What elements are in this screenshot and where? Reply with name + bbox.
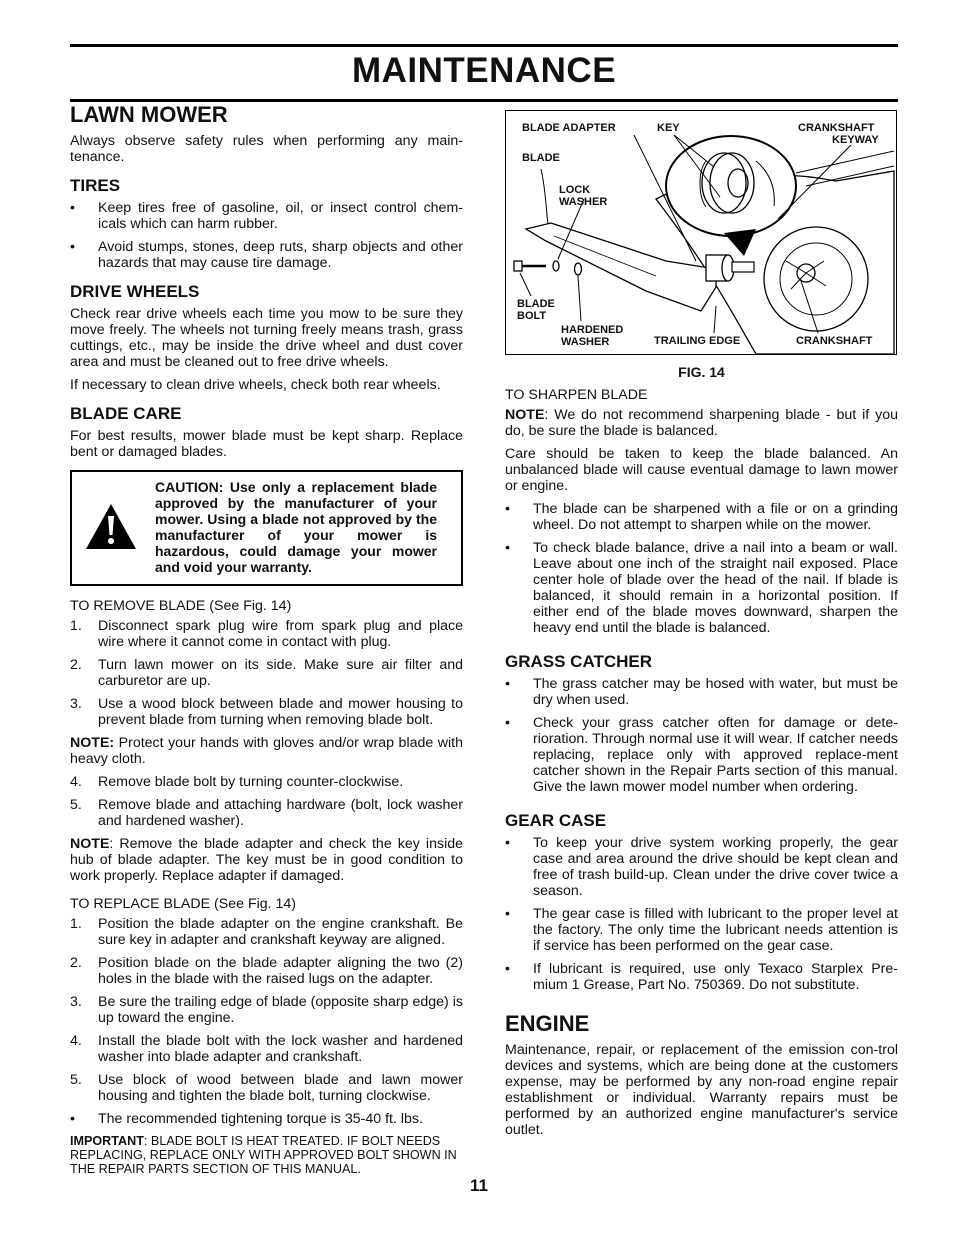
step-number: 5. bbox=[70, 797, 82, 813]
sharpen-note bbox=[505, 407, 898, 439]
step-number: 2. bbox=[70, 955, 82, 971]
label-blade-adapter: BLADE ADAPTER bbox=[522, 122, 616, 134]
label-lock-washer: LOCK bbox=[559, 184, 591, 196]
label-blade-bolt: BOLT bbox=[517, 310, 547, 322]
step-text: Position the blade adapter on the engine crankshaft. Be sure key in adapter and crankshaft keyway are aligned. bbox=[98, 916, 463, 948]
blade-care-heading: BLADE CARE bbox=[70, 404, 182, 423]
label-lock-washer: WASHER bbox=[559, 196, 608, 208]
important-note bbox=[70, 1134, 463, 1176]
replace-blade-title: TO REPLACE BLADE (See Fig. 14) bbox=[70, 896, 297, 912]
remove-step bbox=[70, 774, 463, 790]
label-blade-bolt: BLADE bbox=[517, 298, 555, 310]
drive-wheels-heading: DRIVE WHEELS bbox=[70, 282, 200, 301]
label-crankshaft-keyway: KEYWAY bbox=[832, 134, 879, 146]
bullet: • bbox=[70, 239, 75, 255]
lawn-mower-heading: LAWN MOWER bbox=[70, 102, 228, 127]
label-crankshaft-keyway: CRANKSHAFT bbox=[798, 122, 875, 134]
remove-blade-title: TO REMOVE BLADE (See Fig. 14) bbox=[70, 598, 292, 614]
note-text: : Remove the blade adapter and check the key inside hub of blade adapter. The key must be in good condition to work properly. Replace adapter if damaged. bbox=[70, 836, 463, 884]
left-column bbox=[70, 102, 463, 1176]
step-text: Use block of wood between blade and lawn mower housing and tighten the blade bolt, turning clockwise. bbox=[98, 1072, 463, 1104]
step-number: 2. bbox=[70, 657, 82, 673]
list-item-text: If lubricant is required, use only Texaco Starplex Pre-mium 1 Grease, Part No. 750369. Do not substitute. bbox=[533, 961, 898, 993]
step-text: Position blade on the blade adapter aligning the two (2) holes in the blade with the raised lugs on the adapter. bbox=[98, 955, 463, 987]
replace-step bbox=[70, 1033, 463, 1065]
replace-step bbox=[70, 916, 463, 948]
label-blade: BLADE bbox=[522, 152, 560, 164]
gear-case-item bbox=[505, 961, 898, 993]
note-label: NOTE bbox=[505, 407, 545, 423]
grass-catcher-item bbox=[505, 715, 898, 795]
gear-case-item bbox=[505, 835, 898, 899]
remove-step bbox=[70, 696, 463, 728]
tires-heading: TIRES bbox=[70, 176, 121, 195]
grass-catcher-item bbox=[505, 676, 898, 708]
page-title: MAINTENANCE bbox=[70, 44, 898, 102]
step-text: Remove blade bolt by turning counter-clockwise. bbox=[98, 774, 404, 790]
lawn-mower-intro: Always observe safety rules when performing any main-tenance. bbox=[70, 133, 463, 165]
caution-box bbox=[70, 470, 463, 586]
page-number: 11 bbox=[470, 1176, 488, 1195]
list-item-text: Avoid stumps, stones, deep ruts, sharp objects and other hazards that may cause tire damage. bbox=[98, 239, 463, 271]
step-number: 1. bbox=[70, 618, 82, 634]
important-text: : BLADE BOLT IS HEAT TREATED. IF BOLT NEEDS REPLACING, REPLACE ONLY WITH APPROVED BOLT SHOWN IN THE REPAIR PARTS SECTION OF THIS MANUAL. bbox=[70, 1134, 457, 1176]
step-text: Disconnect spark plug wire from spark plug and place wire where it cannot come in contact with plug. bbox=[98, 618, 463, 650]
bullet: • bbox=[505, 501, 510, 517]
label-hardened-washer: HARDENED bbox=[561, 324, 624, 336]
label-crankshaft: CRANKSHAFT bbox=[796, 335, 873, 347]
sharpen-item bbox=[505, 501, 898, 533]
label-hardened-washer: WASHER bbox=[561, 336, 610, 348]
replace-step bbox=[70, 955, 463, 987]
list-item-text: To check blade balance, drive a nail into a beam or wall. Leave about one inch of the straight nail exposed. Place center hole of blade over the head of the nail. If blade is balanced, it should remain in a horizontal position. If either end of the blade moves downward, sharpen the heavy end until the blade is balanced. bbox=[533, 540, 898, 636]
step-number: • bbox=[70, 1111, 75, 1127]
note-label: NOTE bbox=[70, 836, 110, 852]
figure-14 bbox=[505, 110, 897, 355]
step-text: Use a wood block between blade and mower housing to prevent blade from turning when removing blade bolt. bbox=[98, 696, 463, 728]
blade-assembly-diagram bbox=[506, 111, 896, 354]
note-protect-hands bbox=[70, 735, 463, 767]
note-text: Protect your hands with gloves and/or wrap blade with heavy cloth. bbox=[70, 735, 463, 767]
bullet: • bbox=[505, 906, 510, 922]
list-item-text: The blade can be sharpened with a file or on a grinding wheel. Do not attempt to sharpen while on the mower. bbox=[533, 501, 898, 533]
bullet: • bbox=[505, 715, 510, 731]
step-number: 5. bbox=[70, 1072, 82, 1088]
blade-care-text: For best results, mower blade must be kept sharp. Replace bent or damaged blades. bbox=[70, 428, 463, 460]
list-item-text: The grass catcher may be hosed with water, but must be dry when used. bbox=[533, 676, 898, 708]
bullet: • bbox=[505, 676, 510, 692]
sharpen-text: Care should be taken to keep the blade balanced. An unbalanced blade will cause eventual damage to lawn mower or engine. bbox=[505, 446, 898, 494]
replace-step bbox=[70, 994, 463, 1026]
important-label: IMPORTANT bbox=[70, 1134, 144, 1148]
list-item-text: The gear case is filled with lubricant to the proper level at the factory. The only time the lubricant needs attention is if service has been performed on the gear case. bbox=[533, 906, 898, 954]
gear-case-item bbox=[505, 906, 898, 954]
remove-step bbox=[70, 618, 463, 650]
grass-catcher-heading: GRASS CATCHER bbox=[505, 652, 653, 671]
engine-heading: ENGINE bbox=[505, 1011, 590, 1036]
bullet: • bbox=[505, 961, 510, 977]
step-number: 3. bbox=[70, 696, 82, 712]
tires-item bbox=[70, 239, 463, 271]
label-trailing-edge: TRAILING EDGE bbox=[654, 335, 741, 347]
step-number: 1. bbox=[70, 916, 82, 932]
bullet: • bbox=[70, 200, 75, 216]
step-text: Install the blade bolt with the lock washer and hardened washer into blade adapter and crankshaft. bbox=[98, 1033, 463, 1065]
gear-case-heading: GEAR CASE bbox=[505, 811, 607, 830]
warning-triangle-icon bbox=[84, 502, 138, 552]
tires-item bbox=[70, 200, 463, 232]
sharpen-blade-title: TO SHARPEN BLADE bbox=[505, 387, 648, 403]
replace-step bbox=[70, 1072, 463, 1104]
bullet: • bbox=[505, 835, 510, 851]
label-key: KEY bbox=[657, 122, 680, 134]
sharpen-item bbox=[505, 540, 898, 636]
list-item-text: Check your grass catcher often for damage or dete-rioration. Through normal use it will wear. If catcher needs replacing, replace only with approved replace-ment catcher shown in the Repair Parts section of this manual. Give the lawn mower model number when ordering. bbox=[533, 715, 898, 795]
remove-step bbox=[70, 657, 463, 689]
step-number: 4. bbox=[70, 774, 82, 790]
caution-text: CAUTION: Use only a replacement blade approved by the manufacturer of your mower. Using a blade not approved by the manufacturer of your mower is hazardous, could damage your mower and void your warranty. bbox=[155, 479, 437, 575]
drive-wheels-text: If necessary to clean drive wheels, check both rear wheels. bbox=[70, 377, 441, 393]
note-adapter bbox=[70, 836, 463, 884]
list-item-text: Keep tires free of gasoline, oil, or insect control chem-icals which can harm rubber. bbox=[98, 200, 463, 232]
step-number: 4. bbox=[70, 1033, 82, 1049]
step-text: Remove blade and attaching hardware (bolt, lock washer and hardened washer). bbox=[98, 797, 463, 829]
drive-wheels-text: Check rear drive wheels each time you mow to be sure they move freely. The wheels not turning freely means trash, grass cuttings, etc., may be inside the drive wheel and dust cover area and must be cleaned out to free drive wheels. bbox=[70, 306, 463, 370]
engine-text: Maintenance, repair, or replacement of the emission con-trol devices and systems, which are being done at the customers expense, may be performed by any non-road engine repair establishment or individual. Warranty repairs must be performed by an authorized engine manufacturer's service outlet. bbox=[505, 1042, 898, 1138]
note-text: : We do not recommend sharpening blade - but if you do, be sure the blade is balanced. bbox=[505, 407, 898, 439]
note-label: NOTE: bbox=[70, 735, 115, 751]
replace-step bbox=[70, 1111, 463, 1127]
right-column bbox=[505, 110, 898, 1145]
remove-step bbox=[70, 797, 463, 829]
step-text: Be sure the trailing edge of blade (opposite sharp edge) is up toward the engine. bbox=[98, 994, 463, 1026]
step-number: 3. bbox=[70, 994, 82, 1010]
step-text: The recommended tightening torque is 35-40 ft. lbs. bbox=[98, 1111, 423, 1127]
bullet: • bbox=[505, 540, 510, 556]
list-item-text: To keep your drive system working properly, the gear case and area around the drive should be kept clean and free of trash build-up. Clean under the drive cover twice a season. bbox=[533, 835, 898, 899]
figure-caption: FIG. 14 bbox=[678, 364, 725, 380]
step-text: Turn lawn mower on its side. Make sure air filter and carburetor are up. bbox=[98, 657, 463, 689]
